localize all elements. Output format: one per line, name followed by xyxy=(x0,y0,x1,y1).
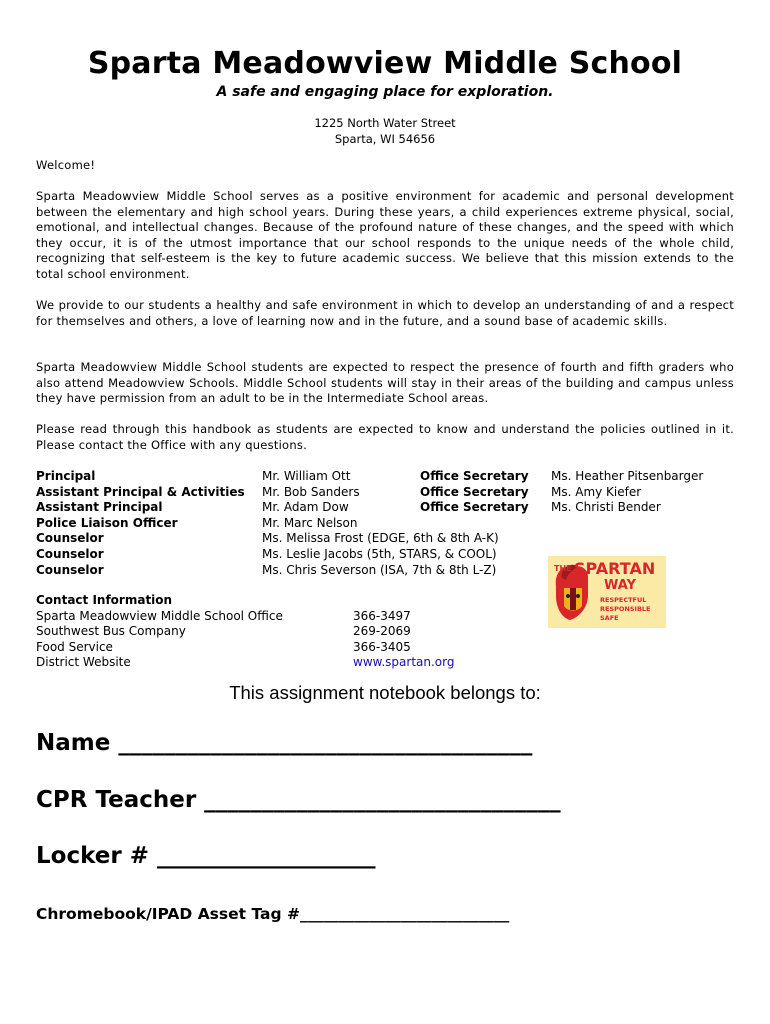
school-name: Sparta Meadowview Middle School xyxy=(87,46,683,81)
contact-label: District Website xyxy=(36,655,131,670)
logo-way-text: WAY xyxy=(604,578,636,593)
paragraph-environment: We provide to our students a healthy and safe environment in which to develop an understanding of and a respect for themselves and others, a love of learning now and in the future, and a sound base of academic skills. xyxy=(36,298,734,328)
tagline: A safe and engaging place for exploration. xyxy=(216,84,554,100)
staff-name: Ms. Amy Kiefer xyxy=(551,484,642,499)
staff-name: Mr. Adam Dow xyxy=(262,500,349,515)
spartan-way-logo xyxy=(548,556,666,628)
staff-role: Office Secretary xyxy=(420,500,529,515)
staff-roles-right xyxy=(420,469,529,516)
contact-label: Southwest Bus Company xyxy=(36,624,186,639)
contact-phone: 366-3497 xyxy=(353,608,411,623)
staff-role: Principal xyxy=(36,469,96,483)
contact-phone: 366-3405 xyxy=(353,639,411,654)
contact-heading: Contact Information xyxy=(36,593,173,607)
logo-spartan-text: SPARTAN xyxy=(574,559,656,578)
staff-role: Office Secretary xyxy=(420,484,529,499)
staff-role: Assistant Principal & Activities xyxy=(36,484,245,499)
staff-role: Assistant Principal xyxy=(36,500,163,515)
staff-name: Mr. William Ott xyxy=(262,469,351,483)
address-street: 1225 North Water Street xyxy=(314,116,456,130)
staff-role: Police Liaison Officer xyxy=(36,515,178,530)
contact-phone: 269-2069 xyxy=(353,624,411,639)
address-city: Sparta, WI 54656 xyxy=(334,132,436,146)
district-website-link[interactable]: www.spartan.org xyxy=(353,655,455,670)
staff-name: Ms. Leslie Jacobs (5th, STARS, & COOL) xyxy=(262,546,497,561)
contact-label: Food Service xyxy=(36,639,113,654)
logo-value-respectful: RESPECTFUL xyxy=(600,596,647,604)
welcome-text: Welcome! xyxy=(36,158,96,172)
paragraph-handbook: Please read through this handbook as students are expected to know and understand the policies outlined in it. Please contact the Office with any questions. xyxy=(36,422,734,452)
staff-roles-left xyxy=(36,469,245,578)
staff-name: Ms. Christi Bender xyxy=(551,500,661,515)
staff-name: Ms. Chris Severson (ISA, 7th & 8th L-Z) xyxy=(262,562,497,577)
paragraph-mission: Sparta Meadowview Middle School serves as a positive environment for academic and personal development between the elementary and high school years. During these years, a child experiences extreme physical, social, emotional, and intellectual changes. Because of the profound nature of these changes, and the speed with which they occur, it is of the utmost importance that our school responds to the unique needs of the whole child, recognizing that self-esteem is the key to future academic success. We believe that this mission extends to the total school environment. xyxy=(36,189,734,281)
staff-name: Ms. Heather Pitsenbarger xyxy=(551,469,704,483)
contact-values xyxy=(353,609,454,671)
logo-the-text: THE xyxy=(554,564,572,573)
name-field[interactable]: Name ____________________________________ xyxy=(36,730,533,756)
logo-value-responsible: RESPONSIBLE xyxy=(600,605,651,613)
staff-role: Counselor xyxy=(36,562,104,577)
staff-name: Mr. Bob Sanders xyxy=(262,484,360,499)
staff-role: Counselor xyxy=(36,546,104,561)
belongs-to-heading: This assignment notebook belongs to: xyxy=(229,682,541,703)
contact-labels xyxy=(36,593,283,671)
staff-role: Office Secretary xyxy=(420,469,529,483)
locker-field[interactable]: Locker # ___________________ xyxy=(36,843,376,869)
staff-name: Mr. Marc Nelson xyxy=(262,515,358,530)
asset-tag-field[interactable]: Chromebook/IPAD Asset Tag #___________________________ xyxy=(36,905,510,923)
staff-role: Counselor xyxy=(36,531,104,546)
staff-name: Ms. Melissa Frost (EDGE, 6th & 8th A-K) xyxy=(262,531,499,546)
cpr-teacher-field[interactable]: CPR Teacher _______________________________ xyxy=(36,787,561,813)
staff-names-right xyxy=(551,469,703,516)
contact-label: Sparta Meadowview Middle School Office xyxy=(36,608,283,623)
logo-value-safe: SAFE xyxy=(600,614,619,622)
paragraph-younger-students: Sparta Meadowview Middle School students are expected to respect the presence of fourth and fifth graders who also attend Meadowview Schools. Middle School students will stay in their areas of the building and campus unless they have permission from an adult to be in the Intermediate School areas. xyxy=(36,360,734,406)
